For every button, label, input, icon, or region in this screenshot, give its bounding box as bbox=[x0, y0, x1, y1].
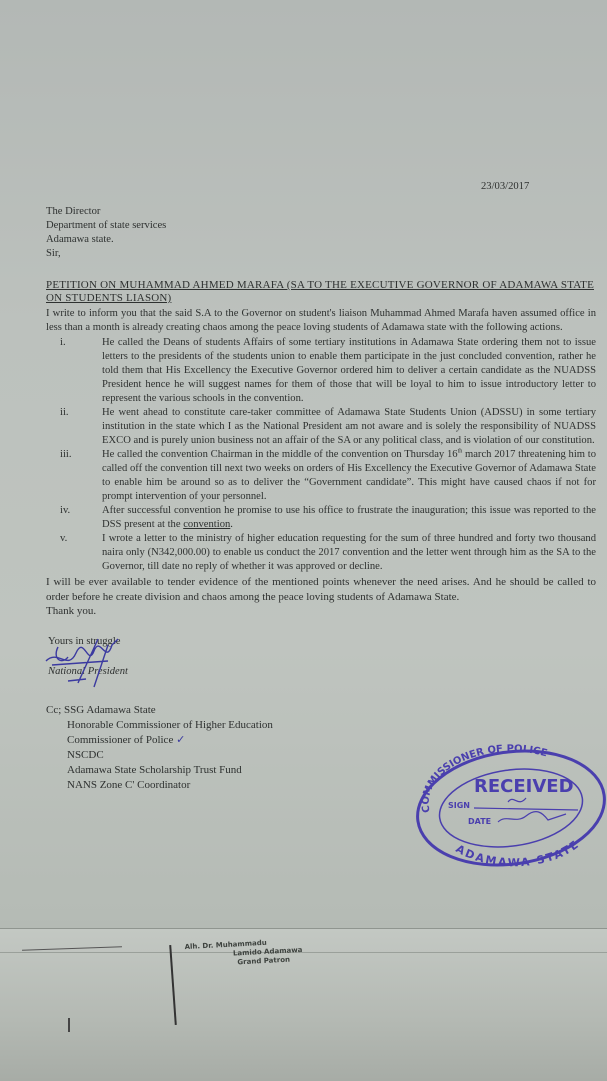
cc-item: Honorable Commissioner of Higher Education bbox=[67, 718, 273, 731]
checkmark-icon: ✓ bbox=[176, 733, 186, 746]
stamp-bottom-text: ADAMAWA STATE bbox=[453, 837, 583, 870]
stamp-sign-label: SIGN bbox=[448, 801, 470, 810]
signature-space bbox=[46, 649, 596, 665]
item-text bbox=[102, 504, 596, 532]
item-text-part: He called the convention Chairman in the middle of the convention on Thursday 16 bbox=[102, 449, 458, 460]
underlined-word: convention bbox=[183, 519, 231, 530]
signatory-title: National President bbox=[48, 665, 128, 677]
list-item bbox=[46, 406, 596, 448]
list-item bbox=[46, 504, 596, 532]
margin-mark bbox=[68, 1018, 70, 1032]
cc-item-text: Commissioner of Police bbox=[67, 733, 174, 746]
thanks-text: Thank you. bbox=[46, 605, 97, 617]
item-text bbox=[102, 448, 596, 504]
intro-paragraph: I write to inform you that the said S.A to the Governor on student's liaison Muhammad Ahmed Marafa haven assumed office in less than a month is already creating chaos among the peace loving students of Adamawa state with the following actions. bbox=[46, 308, 596, 333]
item-number: iii. bbox=[60, 449, 72, 460]
closing-paragraph bbox=[46, 575, 596, 619]
ordinal-suffix: th bbox=[457, 448, 463, 455]
item-number: i. bbox=[60, 337, 66, 348]
item-text: I wrote a letter to the ministry of higher education requesting for the sum of three hundred and forty two thousand naira only (N342,000.00) to enable us conduct the 2017 convention and the letter went through him as the SA to the Governor, till date no reply of whether it was approved or decline. bbox=[102, 533, 596, 572]
page-edge-line bbox=[0, 952, 607, 953]
list-item bbox=[46, 448, 596, 504]
received-stamp bbox=[408, 742, 607, 870]
item-number: iv. bbox=[60, 505, 71, 516]
cc-item: Adamawa State Scholarship Trust Fund bbox=[67, 763, 242, 776]
closing-text: I will be ever available to tender evidence of the mentioned points whenever the need arises. And he should be called to order before he create division and chaos among the peace loving students of Adamawa State. bbox=[46, 576, 596, 603]
actions-list bbox=[46, 336, 596, 574]
list-item bbox=[46, 336, 596, 406]
cc-item: NANS Zone C' Coordinator bbox=[67, 778, 191, 791]
stamp-top-text: COMMISSIONER OF POLICE bbox=[420, 743, 549, 814]
letter-title: PETITION ON MUHAMMAD AHMED MARAFA (SA TO THE EXECUTIVE GOVERNOR OF ADAMAWA STATE ON STUDENTS LIASON) bbox=[46, 279, 594, 304]
item-number: v. bbox=[60, 533, 68, 544]
cc-item: NSCDC bbox=[67, 748, 104, 761]
item-text: He called the Deans of students Affairs of some tertiary institutions in Adamawa State ordering them not to issue letters to the presidents of the students union to enable them participate in the just concluded convention, rather he told them that His Excellency the Executive Governor ordered him to deliver a certain candidate as the NUADSS President hence he will suggest names for them of those that will be loyal to him to issue introductory letter to represent the various schools in the convention. bbox=[102, 337, 596, 404]
cc-item: Cc; SSG Adamawa State bbox=[46, 703, 156, 716]
address-line: Department of state services bbox=[46, 220, 167, 231]
item-text-part: . bbox=[230, 519, 233, 530]
stamp-line: Grand Patron bbox=[237, 955, 291, 967]
list-item bbox=[46, 532, 596, 574]
stamp-date-label: DATE bbox=[468, 817, 492, 826]
signature bbox=[38, 631, 128, 689]
address-line: Adamawa state. bbox=[46, 234, 114, 245]
valediction: Yours in struggle bbox=[48, 635, 121, 647]
stamp-line: Lamido Adamawa bbox=[232, 945, 303, 958]
letter-date: 23/03/2017 bbox=[481, 181, 530, 192]
salutation: Sir, bbox=[46, 248, 61, 259]
item-text-part: After successful convention he promise to use his office to frustrate the inauguration; this issue was reported to the DSS present at the bbox=[102, 505, 596, 530]
item-text-part: march 2017 threatening him to called off the convention till next two weeks on orders of His Excellency the Executive Governor of Adamawa State to enable him be around so as to deliver the “Government candidate”. This might have caused chaos if not for prompt intervention of your personnel. bbox=[102, 449, 597, 502]
stamp-received-text: RECEIVED bbox=[474, 776, 574, 797]
stamp-line: Alh. Dr. Muhammadu bbox=[184, 938, 267, 952]
letter-body bbox=[46, 307, 596, 793]
underlying-page bbox=[0, 928, 607, 1081]
item-text: He went ahead to constitute care-taker committee of Adamawa State Students Union (ADSSU) in some tertiary institution in the state which I as the National President am not aware and is solely the responsibility of NUADSS EXCO and is purely union business not an affair of the SA or any political class, and is violation of our constitution. bbox=[102, 407, 596, 446]
recipient-address bbox=[46, 205, 166, 261]
item-number: ii. bbox=[60, 407, 69, 418]
address-line: The Director bbox=[46, 206, 101, 217]
